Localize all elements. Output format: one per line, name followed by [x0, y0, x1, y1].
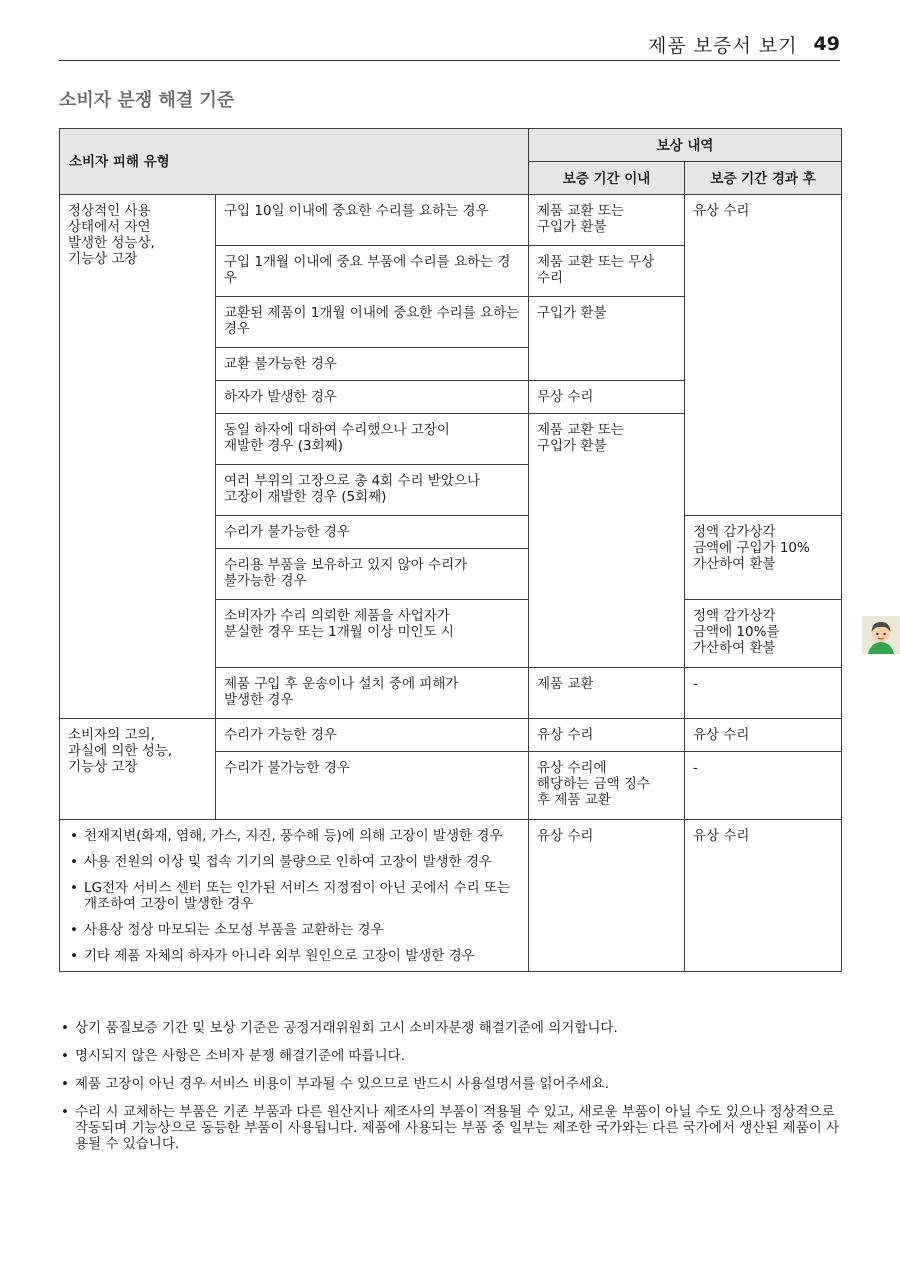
col-header-damage-type: 소비자 피해 유형: [60, 129, 529, 195]
warranty-table: [59, 128, 842, 972]
notes: [59, 1020, 841, 1164]
after-cell: 유상 수리: [685, 820, 842, 972]
table-row: 제품 구입 후 운송이나 설치 중에 피해가 발생한 경우: [216, 668, 529, 719]
table-row: 구입 10일 이내에 중요한 수리를 요하는 경우: [216, 195, 529, 246]
mascot-avatar-icon[interactable]: [862, 616, 900, 654]
notes-list: [59, 1020, 841, 1152]
table-row: 동일 하자에 대하여 수리했으나 고장이 재발한 경우 (3회째): [216, 414, 529, 465]
table-row: 하자가 발생한 경우: [216, 381, 529, 414]
list-item: • 명시되지 않은 사항은 소비자 분쟁 해결기준에 따릅니다.: [59, 1048, 841, 1064]
col-header-within-warranty: 보증 기간 이내: [529, 162, 685, 195]
within-cell: 구입가 환불: [529, 297, 685, 381]
list-item: • 기타 제품 자체의 하자가 아니라 외부 원인으로 고장이 발생한 경우: [68, 948, 520, 964]
mascot-icon: [862, 616, 900, 654]
section-title: 소비자 분쟁 해결 기준: [59, 90, 235, 111]
table-row: 소비자가 수리 의뢰한 제품을 사업자가 분실한 경우 또는 1개월 이상 미인도 시: [216, 600, 529, 668]
col-header-after-warranty: 보증 기간 경과 후: [685, 162, 842, 195]
group2-label: 소비자의 고의, 과실에 의한 성능, 기능상 고장: [60, 719, 216, 820]
list-item: • 제품 고장이 아닌 경우 서비스 비용이 부과될 수 있으므로 반드시 사용설명서를 읽어주세요.: [59, 1076, 841, 1092]
within-cell: 무상 수리: [529, 381, 685, 414]
after-cell: 정액 감가상각 금액에 구입가 10% 가산하여 환불: [685, 516, 842, 600]
table-row: 교환된 제품이 1개월 이내에 중요한 수리를 요하는 경우: [216, 297, 529, 348]
within-cell: 제품 교환: [529, 668, 685, 719]
list-item: • 사용 전원의 이상 및 접속 기기의 불량으로 인하여 고장이 발생한 경우: [68, 854, 520, 870]
within-cell: 유상 수리에 해당하는 금액 징수 후 제품 교환: [529, 752, 685, 820]
group3-bullets: [68, 828, 520, 964]
within-cell: 제품 교환 또는 무상 수리: [529, 246, 685, 297]
col-header-compensation: 보상 내역: [529, 129, 842, 162]
table-row: 수리가 불가능한 경우: [216, 752, 529, 820]
group1-label: 정상적인 사용 상태에서 자연 발생한 성능상, 기능상 고장: [60, 195, 216, 719]
list-item: • LG전자 서비스 센터 또는 인가된 서비스 지정점이 아닌 곳에서 수리 또는 개조하여 고장이 발생한 경우: [68, 880, 520, 912]
page-number: 49: [813, 33, 840, 55]
group3-cell: [60, 820, 529, 972]
page-header: [59, 28, 840, 61]
within-cell: 유상 수리: [529, 820, 685, 972]
list-item: • 상기 품질보증 기간 및 보상 기준은 공정거래위원회 고시 소비자분쟁 해결기준에 의거합니다.: [59, 1020, 841, 1036]
table-row: 수리가 가능한 경우: [216, 719, 529, 752]
list-item: • 수리 시 교체하는 부품은 기존 부품과 다른 원산지나 제조사의 부품이 적용될 수 있고, 새로운 부품이 아닐 수도 있으나 정상적으로 작동되며 기능상으로 동등한 부품이 사용됩니다. 제품에 사용되는 부품 중 일부는 제조한 국가와는 다른 국가에서 생산된 제품이 사용될 수 있습니다.: [59, 1104, 841, 1152]
list-item: • 사용상 정상 마모되는 소모성 부품을 교환하는 경우: [68, 922, 520, 938]
within-cell: 제품 교환 또는 구입가 환불: [529, 195, 685, 246]
after-cell: 유상 수리: [685, 195, 842, 516]
after-cell: 정액 감가상각 금액에 10%를 가산하여 환불: [685, 600, 842, 668]
within-cell: 제품 교환 또는 구입가 환불: [529, 414, 685, 668]
table-row: 교환 불가능한 경우: [216, 348, 529, 381]
table-row: 수리가 불가능한 경우: [216, 516, 529, 549]
table-row: 구입 1개월 이내에 중요 부품에 수리를 요하는 경우: [216, 246, 529, 297]
after-cell: 유상 수리: [685, 719, 842, 752]
after-cell: -: [685, 752, 842, 820]
within-cell: 유상 수리: [529, 719, 685, 752]
table-row: 수리용 부품을 보유하고 있지 않아 수리가 불가능한 경우: [216, 549, 529, 600]
table-row: 여러 부위의 고장으로 총 4회 수리 받았으나 고장이 재발한 경우 (5회째): [216, 465, 529, 516]
header-title: 제품 보증서 보기: [647, 34, 798, 57]
list-item: • 천재지변(화재, 염해, 가스, 지진, 풍수해 등)에 의해 고장이 발생한 경우: [68, 828, 520, 844]
after-cell: -: [685, 668, 842, 719]
